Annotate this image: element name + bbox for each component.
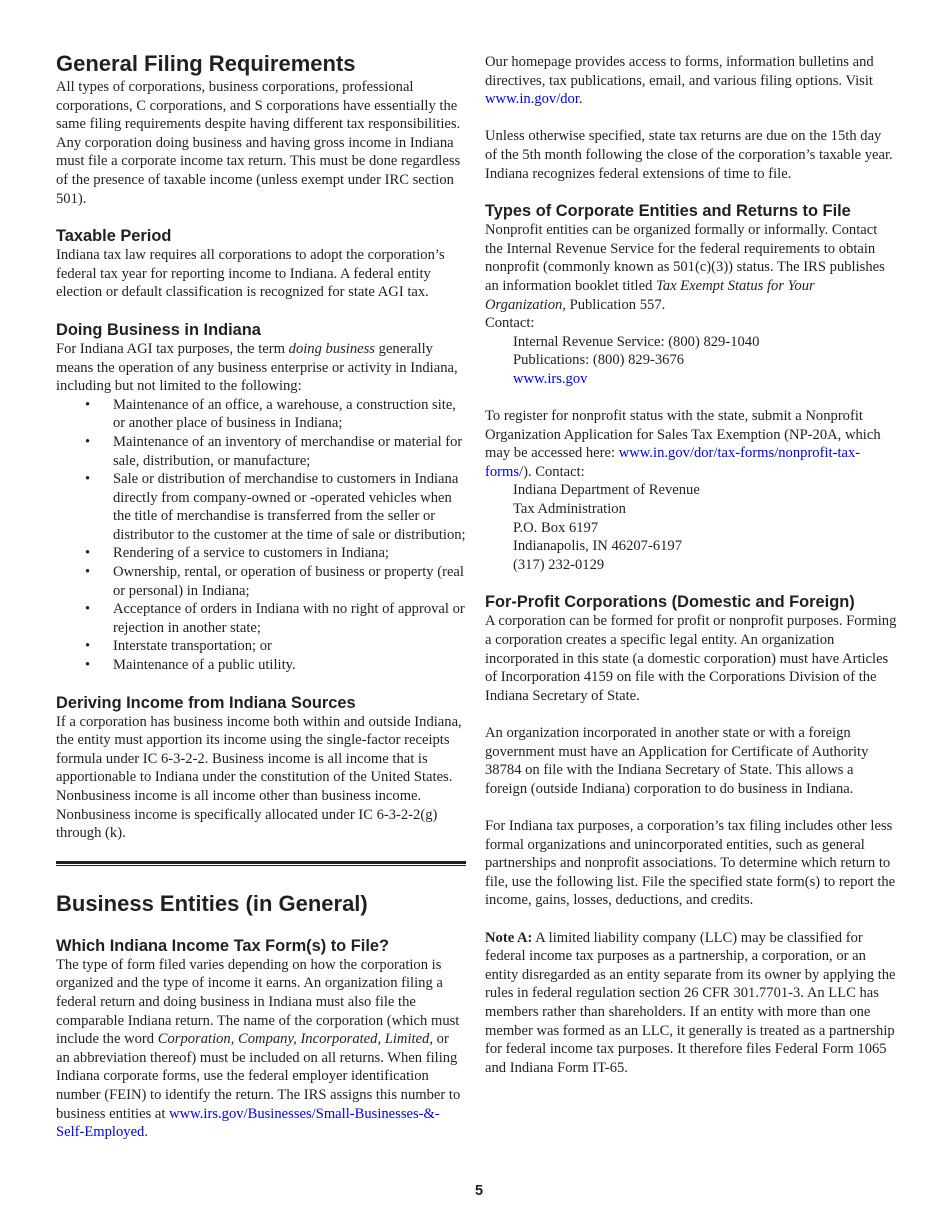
list-item: • Maintenance of a public utility. xyxy=(56,656,466,675)
which-form-body: The type of form filed varies depending on how the corporation is organized and the type of income it earns. An organization filing a federal return and doing business in Indiana must also file the comparable Indiana return. The name of the corporation (which must include the word Corporation, Company, Incorporated, Limited, or an abbreviation thereof) must be included on all returns. When filing Indiana corporate forms, use the federal employer identification number (FEIN) to identify the return. The IRS assigns this number to business entities at www.irs.gov/Businesses/Small-Businesses-&-Self-Employed. xyxy=(56,956,461,1141)
list-item: • Ownership, rental, or operation of business or property (real or personal) in Indiana; xyxy=(56,563,466,600)
right-column xyxy=(485,53,897,1077)
list-item: • Sale or distribution of merchandise to customers in Indiana directly from company-owned or -operated vehicles when the title of merchandise is transferred from the seller or distributor to the customer at the time of sale or distribution; xyxy=(56,470,466,544)
section-divider xyxy=(56,861,466,866)
which-form-title: Which Indiana Income Tax Form(s) to File? xyxy=(56,936,389,955)
taxable-period-body: Indiana tax law requires all corporations to adopt the corporation’s federal tax year for reporting income to Indiana. A federal entity election or default classification is recognized for state AGI tax. xyxy=(56,247,445,301)
list-item: • Maintenance of an office, a warehouse, a construction site, or another place of business in Indiana; xyxy=(56,396,466,433)
business-entities-title: Business Entities (in General) xyxy=(56,890,368,916)
deriving-income-body: If a corporation has business income both within and outside Indiana, the entity must apportion its income using the single-factor receipts formula under IC 6-3-2-2. Business income is all income that is apportionable to Indiana under the constitution of the United States. Nonbusiness income is all income other than business income. Nonbusiness income is specifically allocated under IC 6-3-2-2(g) through (k). xyxy=(56,713,462,842)
irs-link[interactable]: www.irs.gov xyxy=(513,370,588,387)
publications-phone: Publications: (800) 829-3676 xyxy=(513,352,685,369)
address-line: Indiana Department of Revenue xyxy=(513,482,700,499)
doing-business-title: Doing Business in Indiana xyxy=(56,320,261,339)
for-profit-p3: For Indiana tax purposes, a corporation’s tax filing includes other less formal organizations and unincorporated entities, such as general partnerships and nonprofit associations. To determine which return to file, use the following list. File the specified state form(s) to report the income, gains, losses, deductions, and credits. xyxy=(485,817,896,909)
deriving-income-title: Deriving Income from Indiana Sources xyxy=(56,693,356,712)
irs-link-line xyxy=(485,370,897,389)
register-nonprofit-paragraph: To register for nonprofit status with the state, submit a Nonprofit Organization Application for Sales Tax Exemption (NP-20A, which may be accessed here: www.in.gov/dor/tax-forms/nonprofit-tax-forms/). Contact: xyxy=(485,408,881,480)
due-date-paragraph: Unless otherwise specified, state tax returns are due on the 15th day of the 5th month following the close of the corporation’s taxable year. Indiana recognizes federal extensions of time to file. xyxy=(485,128,893,182)
address-line: P.O. Box 6197 xyxy=(513,519,599,536)
doing-business-list xyxy=(56,396,466,675)
address-line: Tax Administration xyxy=(513,501,626,518)
doing-business-intro: For Indiana AGI tax purposes, the term doing business generally means the operation of any business enterprise or activity in Indiana, including but not limited to the following: xyxy=(56,340,458,395)
list-item: • Maintenance of an inventory of merchandise or material for sale, distribution, or manufacture; xyxy=(56,433,466,470)
list-item: • Interstate transportation; or xyxy=(56,637,466,656)
corporate-entities-body: Nonprofit entities can be organized formally or informally. Contact the Internal Revenue Service for the federal requirements to obtain nonprofit (commonly known as 501(c)(3)) status. The IRS publishes an information booklet titled Tax Exempt Status for Your Organization, Publication 557. xyxy=(485,222,885,313)
contact-label: Contact: xyxy=(485,315,535,332)
nonprofit-forms-link[interactable]: www.in.gov/dor/tax-forms/nonprofit-tax-forms/ xyxy=(485,445,861,480)
page-number: 5 xyxy=(474,1183,484,1199)
for-profit-title: For-Profit Corporations (Domestic and Foreign) xyxy=(485,593,855,612)
general-filing-body: All types of corporations, business corporations, professional corporations, C corporations, and S corporations have essentially the same filing requirements despite having different tax responsibilities. Any corporation doing business and having gross income in Indiana must file a corporate income tax return. This must be done regardless of the presence of taxable income (unless exempt under IRC section 501). xyxy=(56,79,461,207)
for-profit-p1: A corporation can be formed for profit or nonprofit purposes. Forming a corporation creates a specific legal entity. An organization incorporated in this state (a domestic corporation) must have Articles of Incorporation 4159 on file with the Corporations Division of the Indiana Secretary of State. xyxy=(485,613,897,704)
for-profit-p2: An organization incorporated in another state or with a foreign government must have an Application for Certificate of Authority 38784 on file with the Indiana Secretary of State. This allows a foreign (outside Indiana) corporation to do business in Indiana. xyxy=(485,725,869,797)
corporate-entities-title: Types of Corporate Entities and Returns to File xyxy=(485,202,851,221)
general-filing-title: General Filing Requirements xyxy=(56,51,356,76)
address-phone: (317) 232-0129 xyxy=(513,556,605,573)
dor-homepage-link[interactable]: www.in.gov/dor xyxy=(485,91,579,108)
list-item: • Rendering of a service to customers in Indiana; xyxy=(56,544,466,563)
irs-small-business-link[interactable]: www.irs.gov/Businesses/Small-Businesses-&-Self-Employed xyxy=(56,1105,440,1141)
address-line: Indianapolis, IN 46207-6197 xyxy=(513,538,683,555)
homepage-paragraph: Our homepage provides access to forms, information bulletins and directives, tax publications, email, and various filing options. Visit www.in.gov/dor. xyxy=(485,54,874,108)
list-item: • Acceptance of orders in Indiana with no right of approval or rejection in another state; xyxy=(56,600,466,637)
irs-phone: Internal Revenue Service: (800) 829-1040 xyxy=(513,333,760,350)
note-a-paragraph: Note A: A limited liability company (LLC) may be classified for federal income tax purposes as a partnership, a corporation, or an entity disregarded as an entity separate from its owner by applying the rules in federal regulation section 26 CFR 301.7701-3. An LLC has members rather than shareholders. If an entity with more than one member was formed as an LLC, it generally is treated as a partnership for federal income tax purposes. It therefore files Federal Form 1065 and Indiana Form IT-65. xyxy=(485,929,896,1076)
note-a-label: Note A: xyxy=(485,929,533,946)
taxable-period-title: Taxable Period xyxy=(56,227,172,246)
left-column xyxy=(56,50,466,1142)
